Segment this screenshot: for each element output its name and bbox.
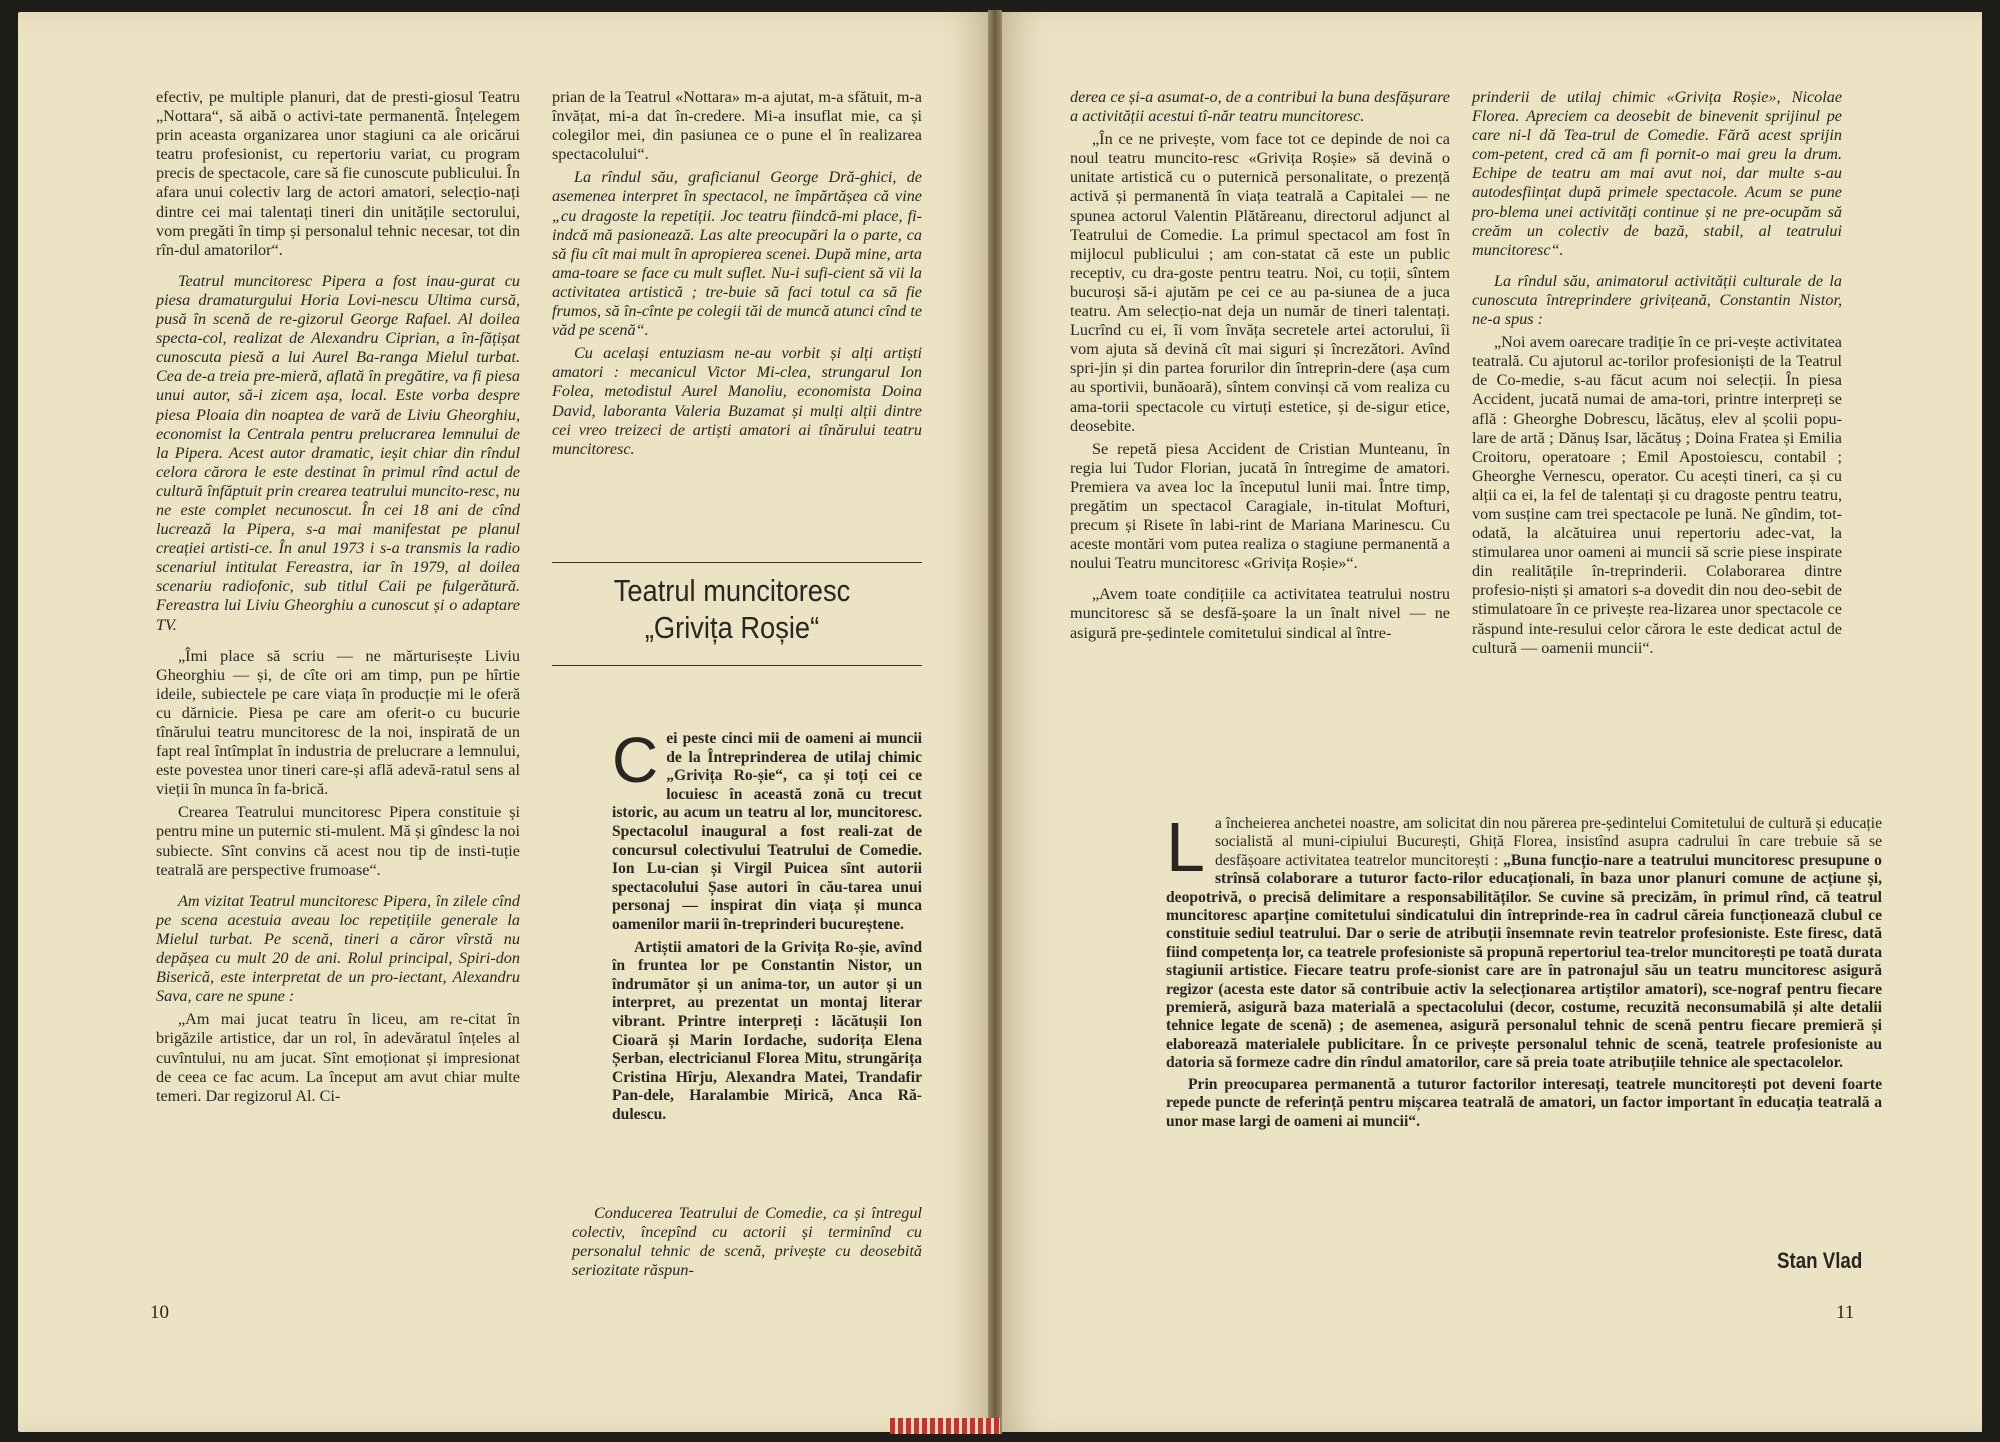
paragraph: prian de la Teatrul «Nottara» m-a ajutat, m-a sfătuit, m-a învățat, mi-a dat în-credere. Mi-a insuflat mie, ca și colegilor mei, din pasiunea ce o pune el în realizarea spectacolului“. xyxy=(552,88,922,164)
book-gutter xyxy=(988,10,1002,1434)
lead-text: ei peste cinci mii de oameni ai muncii de la Întreprinderea de utilaj chimic „Grivița Ro-șie“, ca și toți cei ce locuiesc în această zonă cu trecut istoric, au acum un teatru al lor, muncitoresc. Spectacolul inaugural a fost reali-zat de concursul colectivului Teatrului de Comedie. Ion Lu-cian și Virgil Puicea sînt autorii spectacolului Șase autori în cău-tarea unui personaj — inspirat din viața și munca oamenilor marii în-treprinderi bucureștene. xyxy=(612,730,922,933)
article-headline xyxy=(574,572,891,646)
headline-rule-top xyxy=(552,562,922,563)
paragraph: „Am mai jucat teatru în liceu, am re-citat în brigăzile artistice, dar un rol, în adevăratul înțeles al cuvîntului, nu am jucat. Sînt emoționat și impresionat de ceea ce fac acum. La început am avut chiar multe temeri. Dar regizorul Al. Ci- xyxy=(156,1010,520,1105)
binding-thread xyxy=(890,1418,1000,1434)
left-column-2 xyxy=(552,88,922,463)
paragraph: Crearea Teatrului muncitoresc Pipera constituie și pentru mine un puternic sti-mulent. Mă și gîndesc la noi subiecte. Sînt convins că acest nou tip de insti-tuție teatrală are perspective frumoase“. xyxy=(156,803,520,879)
paragraph: Conducerea Teatrului de Comedie, ca și întregul colectiv, începînd cu actorii și terminînd cu personalul tehnic de scenă, privește cu deosebită seriozitate răspun- xyxy=(572,1204,922,1280)
paragraph: prinderii de utilaj chimic «Grivița Roșie», Nicolae Florea. Apreciem ca deosebit de binevenit sprijinul pe care ni-l dă Tea-trul de Comedie. Fără acest sprijin com-petent, cred că am fi pornit-o mai greu la drum. Echipe de teatru am mai avut noi, dar multe s-au autodesființat după primele spectacole. Acum se pune pro-blema unei activități continue și ne pre-ocupăm să creăm un colectiv de bază, stabil, al teatrului muncitoresc“. xyxy=(1472,88,1842,259)
drop-cap: C xyxy=(612,724,659,796)
headline-line-1: Teatrul muncitoresc xyxy=(613,573,851,608)
closing-section xyxy=(1166,808,1882,1134)
paragraph: „Avem toate condițiile ca activitatea teatrului nostru muncitoresc să se desfă-șoare la un înalt nivel — ne asigură pre-ședintele comitetului sindical al între- xyxy=(1070,585,1450,642)
closing-paragraph-2 xyxy=(1166,1076,1882,1131)
paragraph: derea ce și-a asumat-o, de a contribui la buna desfășurare a activității acestui tî-năr teatru muncitoresc. xyxy=(1070,88,1450,126)
lead-paragraph xyxy=(612,724,922,935)
headline-rule-bottom xyxy=(552,665,922,666)
author-signature: Stan Vlad xyxy=(1776,1248,1862,1273)
paragraph: „Noi avem oarecare tradiție în ce pri-vește activitatea teatrală. Cu ajutorul ac-torilor profesioniști de la Teatrul de Co-medie, s-au făcut acum noi selecții. În piesa Accident, jucată numai de ama-tori, printre interpreți se află : Gheorghe Dobrescu, lăcătuș, elev al școlii popu-lare de artă ; Dănuș Isar, lăcătuș ; Doina Fratea și Emilia Croitoru, operatoare ; Emil Apostoiescu, contabil ; Gheorghe Vernescu, operator. Cu acești tineri, ca și cu alții ca ei, la fel de talentați și cu dragoste pentru teatru, vom susține cam trei spectacole pe lună. Ne gîndim, tot-odată, la alcătuirea unui repertoriu adec-vat, la stimularea unor oameni ai muncii să scrie piese inspirate din realitățile în-treprinderii. Colaborarea dintre profesio-niști și amatori s-a dovedit din nou deo-sebit de stimulatoare în ce privește rea-lizarea unor spectacole ce răspund inte-resului celor cărora le este dedicat actul de cultură — oamenii muncii“. xyxy=(1472,333,1842,657)
closing-paragraph xyxy=(1166,808,1882,1073)
paragraph: „Îmi place să scriu — ne mărturisește Liviu Gheorghiu — și, de cîte ori am timp, pun pe hîrtie ideile, subiectele pe care viața în producție mi le oferă cu dărnicie. Piesa pe care am oferit-o cu bucurie tînărului teatru muncitoresc de la noi, inspirată de un fapt real întîmplat în industria de prelucrare a lemnului, este povestea unor tineri care-și află adevă-ratul sens al vieții în munca în fa-brică. xyxy=(156,646,520,799)
right-column-2 xyxy=(1472,88,1842,662)
paragraph: Teatrul muncitoresc Pipera a fost inau-gurat cu piesa dramaturgului Horia Lovi-nescu Ultima cursă, pusă în scenă de re-gizorul George Rafael. Al doilea specta-col, realizat de Alexandru Ciprian, a în-fățișat cunoscuta piesă a lui Aurel Ba-ranga Mielul turbat. Cea de-a treia pre-mieră, aflată în pregătire, va fi piesa unui autor, să-i zicem așa, local. Este vorba despre piesa Ploaia din noaptea de vară de Liviu Gheorghiu, economist la Centrala pentru prelucrarea lemnului de la Pipera. Acest autor dramatic, ieșit chiar din rîndul celora cărora le este destinat în primul rînd actul de cultură înfăptuit prin crearea teatrului muncito-resc, nu ne este complet necunoscut. În cei 18 ani de cînd lucrează la Pipera, s-a mai manifestat pe planul creației artisti-ce. În anul 1973 i s-a transmis la radio scenariul intitulat Fereastra, iar în 1979, al doilea scenariu radiofonic, sub titlul Caii pe fulgerătură. Fereastra lui Liviu Gheorghiu a cunoscut și o adaptare TV. xyxy=(156,271,520,634)
paragraph: Am vizitat Teatrul muncitoresc Pipera, în zilele cînd pe scena acestuia aveau loc repetițiile generale la Mielul turbat. Pe scenă, tineri a căror vîrstă nu depășea cu mult 20 de ani. Rolul principal, Spiri-don Biserică, este interpretat de un pro-iectant, Alexandru Sava, care ne spune : xyxy=(156,891,520,1006)
article-lead xyxy=(612,724,922,1128)
paragraph: Cu același entuziasm ne-au vorbit și alți artiști amatori : mecanicul Victor Mi-clea, strungarul Ion Folea, metodistul Aurel Manoliu, economista Doina David, laboranta Valeria Buzamat și mulți alții dintre cei vreo treizeci de artiști amatori ai tînărului teatru muncitoresc. xyxy=(552,344,922,458)
right-column-1 xyxy=(1070,88,1450,647)
paragraph: efectiv, pe multiple planuri, dat de presti-giosul Teatru „Nottara“, să aibă o activi-tate permanentă. Înțelegem prin aceasta organizarea unor stagiuni ca ale oricărui teatru profesionist, cu repertoriu variat, cu program precis de spectacole, care să fie cunoscute publicului. În afara unui colectiv larg de actori amatori, selecțio-nați dintre cei mai talentați tineri din unitățile sectorului, vom pregăti în timp și personalul tehnic necesar, tot din rîn-dul amatorilor“. xyxy=(156,88,520,259)
paragraph: Se repetă piesa Accident de Cristian Munteanu, în regia lui Tudor Florian, jucată în întregime de amatori. Premiera va avea loc la începutul lunii mai. Între timp, pregătim un spectacol Caragiale, in-titulat Mofturi, precum și Risete în labi-rint de Mariana Marinescu. Cu aceste montări vom putea realiza o stagiune permanentă a noului Teatru muncitoresc «Grivița Roșie»“. xyxy=(1070,439,1450,573)
closing-quote-2: Prin preocuparea permanentă a tuturor factorilor interesați, teatrele muncitorești pot deveni foarte repede puncte de referință pentru mișcarea teatrală de amatori, un factor important în educația teatrală a unor mase largi de oameni ai muncii“. xyxy=(1166,1075,1882,1130)
closing-intro: a încheierea anchetei noastre, am solicitat din nou părerea pre-ședintelui Comitetului de cultură și educație socialistă al muni-cipiului București, Ghiță Florea, insistînd asupra cadrului în care trebuie să se desfășoare activitatea teatrelor muncitorești : xyxy=(1214,815,1882,869)
closing-quote: „Buna funcțio-nare a teatrului muncitoresc presupune o strînsă colaborare a tuturor facto-rilor educaționali, în baza unor planuri comune de acțiune și, deopotrivă, o precisă delimitare a responsabilităților. Se cuvine să precizăm, în primul rînd, că teatrul muncitoresc aparține comitetului sindicatului din întreprinde-rea în cadrul căreia funcționează clubul ce constituie sediul teatrului. Dar o serie de atribuții însemnate revin teatrelor profesioniste. Este firesc, dată fiind competența lor, ca teatrele profesioniste să propună repertoriul tea-trelor muncitorești pe toată durata stagiunii artistice. Fiecare teatru profe-sionist care are în patronajul său un teatru muncitoresc asigură regizor (acesta este dator să contribuie activ la selecționarea artiștilor amatori), sce-nograf pentru fiecare premieră, asigură baza materială a spectacolului (decor, costume, recuzită neconsumabilă și alte detalii tehnice legate de scenă) ; de asemenea, asigură personalul tehnic de scenă pentru fiecare premieră și elaborează materialele publicitare. În ce privește personalul tehnic de scenă, teatrele profesioniste au datoria să formeze cadre din rîndul amatorilor, care să preia toate atribuțiile tehnice ale spectacolelor. xyxy=(1166,851,1882,1072)
page-number-right: 11 xyxy=(1836,1302,1855,1323)
left-column-2-bottom xyxy=(572,1204,922,1284)
lead-paragraph: Artiștii amatori de la Grivița Ro-șie, avînd în fruntea lor pe Constantin Nistor, un îndrumător și un anima-tor, un autor și un interpret, au prezentat un montaj literar vibrant. Printre interpreți : lăcătușii Ion Cioară și Marin Iordache, sudorița Elena Șerban, electricianul Florea Mitu, strungărița Cristina Hîrju, Alexandra Matei, Trandafir Pan-dele, Haralambie Mirică, Anca Ră-dulescu. xyxy=(612,938,922,1123)
left-column-1 xyxy=(156,88,520,1110)
page-number-left: 10 xyxy=(150,1302,169,1323)
paragraph: La rîndul său, graficianul George Dră-ghici, de asemenea interpret în spectacol, ne împărtășea că vine „cu dragoste la repetiții. Joc teatru fiindcă-mi place, fi-indcă mă pasionează. Las alte preocupări la o parte, ca să fiu cît mai mult în apropierea scenei. După mine, arta ama-toare se face cu mult suflet. Nu-i sufi-cient să vii la activitatea artistică ; tre-buie să faci totul ca să fie frumos, să în-cînte pe colegii tăi de muncă atunci cînd te văd pe scenă“. xyxy=(552,168,922,340)
paragraph: La rîndul său, animatorul activității culturale de la cunoscuta întreprindere grivițeană, Constantin Nistor, ne-a spus : xyxy=(1472,271,1842,329)
drop-cap: L xyxy=(1166,808,1205,886)
headline-line-2: „Grivița Roșie“ xyxy=(644,610,820,645)
paragraph: „În ce ne privește, vom face tot ce depinde de noi ca noul teatru muncito-resc «Grivița Roșie» să devină o unitate artistică cu o puternică personalitate, o prezență activă și permanentă în viața teatrală a Capitalei — ne spunea actorul Valentin Plătăreanu, directorul adjunct al Teatrului de Comedie. La primul spectacol am fost în mijlocul publicului ; am con-statat că este un public receptiv, cu dra-goste pentru teatru. Noi, cu toții, sîntem bucuroși să-i ajutăm pe cei ce au pa-siunea de a juca teatru. Am selecțio-nat deja un număr de tineri talentați. Lucrînd cu ei, îi vom învăța secretele artei actorului, îi vom ajuta să devină cît mai siguri și încrezători. Avînd spri-jin și din partea forurilor din întreprin-dere (așa cum au sportivii, bunăoară), sîntem convinși că vom realiza cu ama-torii spectacole cu virtuți estetice, și de-sigur etice, deosebite. xyxy=(1070,130,1450,435)
